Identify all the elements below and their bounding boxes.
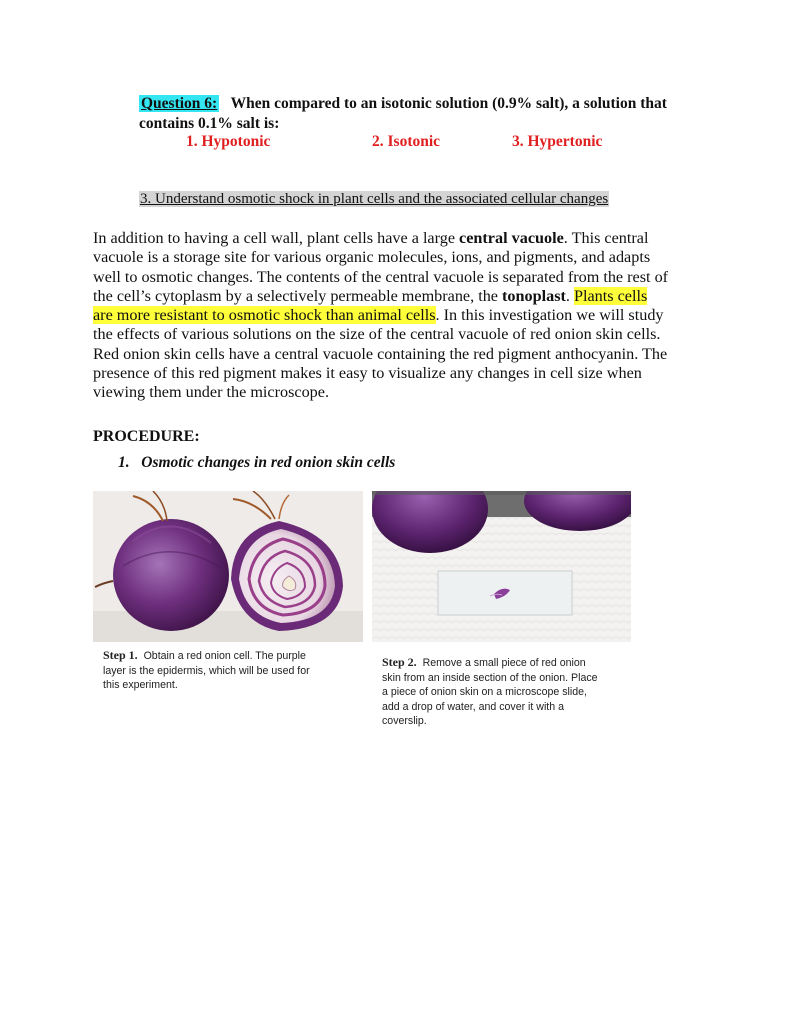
option-hypotonic: 1. Hypotonic (186, 133, 271, 150)
paragraph-line: well to osmotic changes. The contents of the central vacuole is separated from the rest of (93, 267, 669, 286)
paragraph-line: vacuole is a storage site for various organic molecules, ions, and pigments, and adapts (93, 248, 651, 267)
question-line-2: contains 0.1% salt is: (139, 115, 280, 132)
step-1-label: Step 1. (103, 648, 138, 662)
caption-line: this experiment. (103, 679, 178, 692)
procedure-heading: PROCEDURE: (93, 428, 200, 445)
paragraph-line: presence of this red pigment makes it easy to visualize any changes in cell size when (93, 364, 642, 383)
highlighted-text: Plants cells (574, 286, 648, 305)
onion-photo-illustration (93, 491, 363, 642)
caption-line: Step 2. Remove a small piece of red onion (382, 655, 586, 669)
procedure-item-1: 1. Osmotic changes in red onion skin cells (118, 454, 396, 471)
caption-line: a piece of onion skin on a microscope slide, (382, 686, 587, 699)
highlighted-text: are more resistant to osmotic shock than animal cells (93, 306, 436, 325)
caption-line: coverslip. (382, 715, 427, 728)
option-hypertonic: 3. Hypertonic (512, 133, 603, 150)
question-line-1 (139, 94, 739, 114)
paragraph-line: the effects of various solutions on the size of the central vacuole of red onion skin cells. (93, 325, 661, 344)
paragraph-line: Red onion skin cells have a central vacuole containing the red pigment anthocyanin. The (93, 344, 668, 363)
option-isotonic: 2. Isotonic (372, 133, 441, 150)
question-text-1: When compared to an isotonic solution (0.9% salt), a solution that (230, 95, 667, 112)
caption-line: Step 1. Obtain a red onion cell. The purple (103, 648, 306, 662)
slide-photo (372, 491, 631, 642)
section-heading-wrap (139, 190, 609, 208)
step-1-caption (103, 648, 353, 693)
caption-line: skin from an inside section of the onion. Place (382, 671, 598, 684)
caption-line: layer is the epidermis, which will be used for (103, 664, 310, 677)
onion-photo (93, 491, 363, 642)
slide-photo-illustration (372, 491, 631, 642)
paragraph-line: are more resistant to osmotic shock than animal cells. In this investigation we will study (93, 306, 664, 325)
paragraph-line: the cell’s cytoplasm by a selectively permeable membrane, the tonoplast. Plants cells (93, 286, 648, 305)
paragraph-line: viewing them under the microscope. (93, 383, 329, 402)
caption-line: add a drop of water, and cover it with a (382, 700, 564, 713)
intro-paragraph (93, 229, 699, 403)
paragraph-line: In addition to having a cell wall, plant cells have a large central vacuole. This central (93, 229, 649, 247)
step-2-caption (382, 655, 632, 729)
section-heading: 3. Understand osmotic shock in plant cells and the associated cellular changes (140, 191, 609, 207)
question-label: Question 6: (141, 95, 218, 112)
step-2-label: Step 2. (382, 655, 417, 669)
